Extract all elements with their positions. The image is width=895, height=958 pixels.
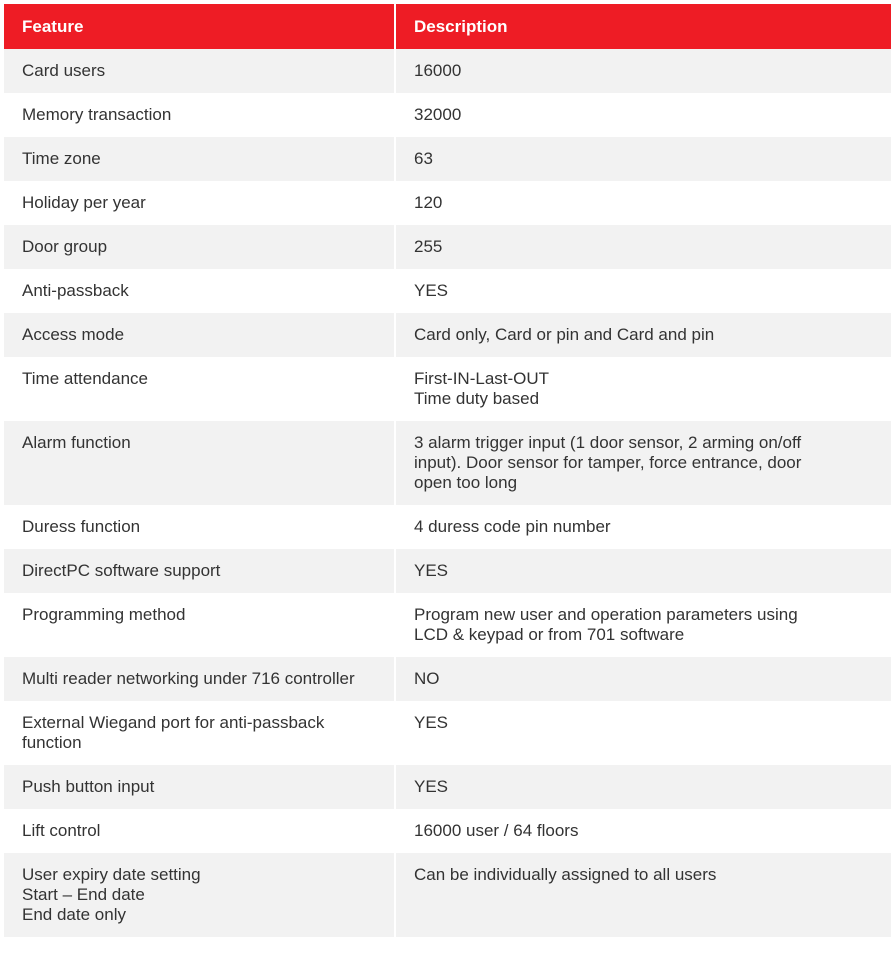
description-cell [395,357,891,421]
feature-text: DirectPC software support [22,561,221,580]
feature-text: Alarm function [22,433,131,452]
feature-cell [4,853,395,937]
description-text: NO [414,669,440,688]
feature-text: Access mode [22,325,125,344]
feature-cell [4,505,395,549]
description-text: 16000 user / 64 floors [414,821,579,840]
description-text: 63 [414,149,433,168]
table-row [4,93,891,137]
feature-text: User expiry date setting [22,865,201,884]
table-row [4,701,891,765]
description-text: 120 [414,193,443,212]
feature-cell [4,137,395,181]
feature-text: End date only [22,905,126,924]
table-row [4,765,891,809]
feature-text: Card users [22,61,106,80]
table-row [4,137,891,181]
header-feature: Feature [4,4,395,49]
feature-cell [4,549,395,593]
table-row [4,657,891,701]
description-text: 255 [414,237,443,256]
description-text: 16000 [414,61,462,80]
feature-cell [4,421,395,505]
description-cell [395,701,891,765]
feature-cell [4,809,395,853]
description-text: First-IN-Last-OUT [414,369,550,388]
description-cell [395,137,891,181]
description-text: YES [414,713,449,732]
description-text: Time duty based [414,389,540,408]
feature-cell [4,657,395,701]
feature-text: Anti-passback [22,281,129,300]
feature-text: Time attendance [22,369,148,388]
table-row [4,421,891,505]
table-row [4,49,891,93]
feature-cell [4,701,395,765]
table-row [4,357,891,421]
description-cell [395,593,891,657]
feature-text: Push button input [22,777,155,796]
feature-cell [4,269,395,313]
description-text: Card only, Card or pin and Card and pin [414,325,715,344]
feature-text: Time zone [22,149,101,168]
feature-cell [4,93,395,137]
description-cell [395,49,891,93]
feature-text: Programming method [22,605,186,624]
description-cell [395,421,891,505]
description-text: 4 duress code pin number [414,517,611,536]
description-text: Can be individually assigned to all users [414,865,717,884]
feature-text: Duress function [22,517,141,536]
feature-cell [4,765,395,809]
feature-text: function [22,733,82,752]
description-text: open too long [414,473,518,492]
description-text: YES [414,777,449,796]
description-cell [395,549,891,593]
description-cell [395,313,891,357]
table-row [4,853,891,937]
description-cell [395,225,891,269]
description-cell [395,809,891,853]
table-row [4,593,891,657]
description-cell [395,181,891,225]
feature-table [4,4,891,937]
table-header [4,4,891,49]
description-cell [395,765,891,809]
description-text: Program new user and operation parameters using [414,605,798,624]
description-text: input). Door sensor for tamper, force entrance, door [414,453,802,472]
description-text: YES [414,281,449,300]
feature-cell [4,593,395,657]
description-cell [395,505,891,549]
feature-cell [4,225,395,269]
description-cell [395,269,891,313]
feature-text: Memory transaction [22,105,172,124]
description-text: 3 alarm trigger input (1 door sensor, 2 arming on/off [414,433,802,452]
description-text: YES [414,561,449,580]
feature-cell [4,357,395,421]
feature-text: Multi reader networking under 716 controller [22,669,355,688]
description-text: 32000 [414,105,462,124]
table-body [4,49,891,937]
feature-text: Lift control [22,821,101,840]
feature-cell [4,181,395,225]
feature-text: Door group [22,237,108,256]
description-cell [395,853,891,937]
description-cell [395,93,891,137]
table-row [4,181,891,225]
description-cell [395,657,891,701]
table-row [4,269,891,313]
header-description: Description [395,4,891,49]
table-row [4,549,891,593]
feature-cell [4,49,395,93]
table-row [4,225,891,269]
table-row [4,505,891,549]
feature-text: External Wiegand port for anti-passback [22,713,325,732]
feature-table-container [4,4,891,937]
feature-text: Holiday per year [22,193,146,212]
feature-cell [4,313,395,357]
table-row [4,313,891,357]
table-row [4,809,891,853]
header-row [4,4,891,49]
description-text: LCD & keypad or from 701 software [414,625,685,644]
feature-text: Start – End date [22,885,145,904]
